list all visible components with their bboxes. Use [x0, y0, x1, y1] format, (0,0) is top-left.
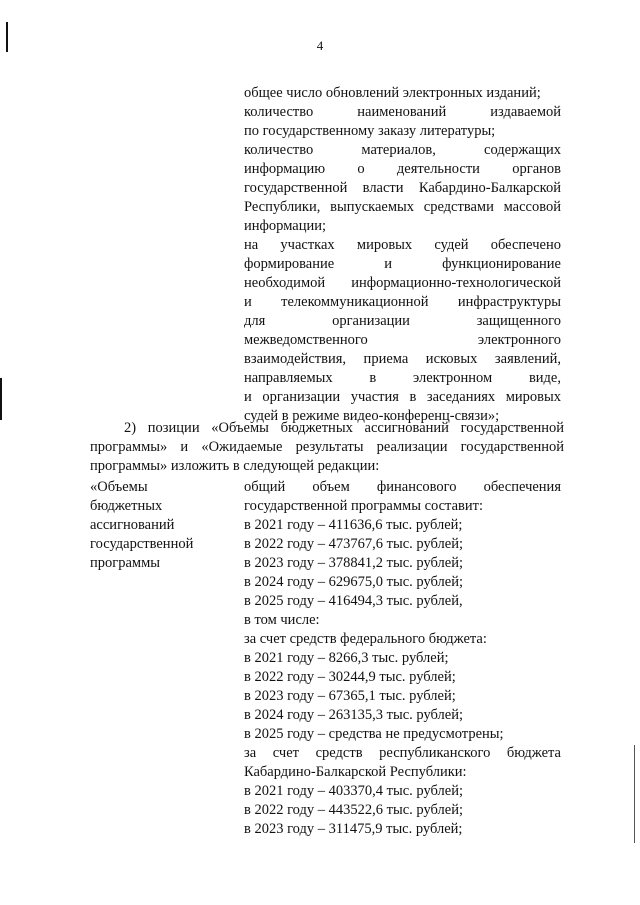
funding-line: в 2024 году – 263135,3 тыс. рублей; — [244, 707, 464, 723]
list-line: информацию о деятельности органов — [244, 161, 561, 177]
funding-line: общий объем финансового обеспечения — [244, 479, 561, 495]
list-line: общее число обновлений электронных изданий; — [244, 85, 541, 101]
list-line: количество наименований издаваемой — [244, 104, 561, 120]
funding-line: в 2022 году – 30244,9 тыс. рублей; — [244, 669, 456, 685]
list-line: судей в режиме видео-конференц-связи»; — [244, 408, 500, 424]
table-heading-line: программы — [90, 555, 160, 571]
funding-line: государственной программы составит: — [244, 498, 483, 514]
page-number: 4 — [316, 38, 324, 53]
table-heading-line: бюджетных — [90, 498, 163, 514]
funding-line: в 2022 году – 443522,6 тыс. рублей; — [244, 802, 464, 818]
table-right-column-funding — [244, 478, 561, 839]
list-line: государственной власти Кабардино-Балкарской — [244, 180, 561, 196]
funding-line: в 2022 году – 473767,6 тыс. рублей; — [244, 536, 464, 552]
list-line: взаимодействия, приема исковых заявлений, — [244, 351, 561, 367]
list-line: и организации участия в заседаниях мировых — [244, 389, 561, 405]
list-line: количество материалов, содержащих — [244, 142, 561, 158]
funding-line: в 2024 году – 629675,0 тыс. рублей; — [244, 574, 464, 590]
scan-edge-mark-right — [634, 745, 635, 843]
funding-line: в 2021 году – 403370,4 тыс. рублей; — [244, 783, 464, 799]
table-heading-line: «Объемы — [90, 479, 148, 495]
list-line: информации; — [244, 218, 327, 234]
table-left-column-heading — [90, 478, 230, 573]
funding-line: в 2023 году – 311475,9 тыс. рублей; — [244, 821, 463, 837]
list-line: для организации защищенного — [244, 313, 561, 329]
list-line: межведомственного электронного — [244, 332, 561, 348]
paragraph-text: 2) позиции «Объемы бюджетных ассигнований государственной программы» и «Ожидаемые результаты реализации государственной программы» изложить в следующей редакции: — [90, 420, 564, 474]
funding-line: в 2023 году – 67365,1 тыс. рублей; — [244, 688, 456, 704]
table-heading-line: государственной — [90, 536, 194, 552]
scan-edge-mark-left-middle — [0, 378, 2, 420]
funding-line: Кабардино-Балкарской Республики: — [244, 764, 467, 780]
funding-line: в 2025 году – 416494,3 тыс. рублей, — [244, 593, 463, 609]
funding-line: в 2021 году – 411636,6 тыс. рублей; — [244, 517, 463, 533]
funding-line: в том числе: — [244, 612, 320, 628]
list-line: по государственному заказу литературы; — [244, 123, 496, 139]
list-line: на участках мировых судей обеспечено — [244, 237, 561, 253]
upper-list-continuation — [244, 84, 561, 426]
list-line: направляемых в электронном виде, — [244, 370, 561, 386]
funding-line: в 2021 году – 8266,3 тыс. рублей; — [244, 650, 449, 666]
list-line: и телекоммуникационной инфраструктуры — [244, 294, 561, 310]
funding-line: в 2023 году – 378841,2 тыс. рублей; — [244, 555, 464, 571]
list-line: Республики, выпускаемых средствами массовой — [244, 199, 561, 215]
list-line: формирование и функционирование — [244, 256, 561, 272]
table-heading-line: ассигнований — [90, 517, 175, 533]
funding-line: в 2025 году – средства не предусмотрены; — [244, 726, 504, 742]
list-line: необходимой информационно-технологической — [244, 275, 561, 291]
funding-line: за счет средств республиканского бюджета — [244, 745, 561, 761]
funding-line: за счет средств федерального бюджета: — [244, 631, 487, 647]
paragraph-positions-amendment — [90, 419, 564, 476]
